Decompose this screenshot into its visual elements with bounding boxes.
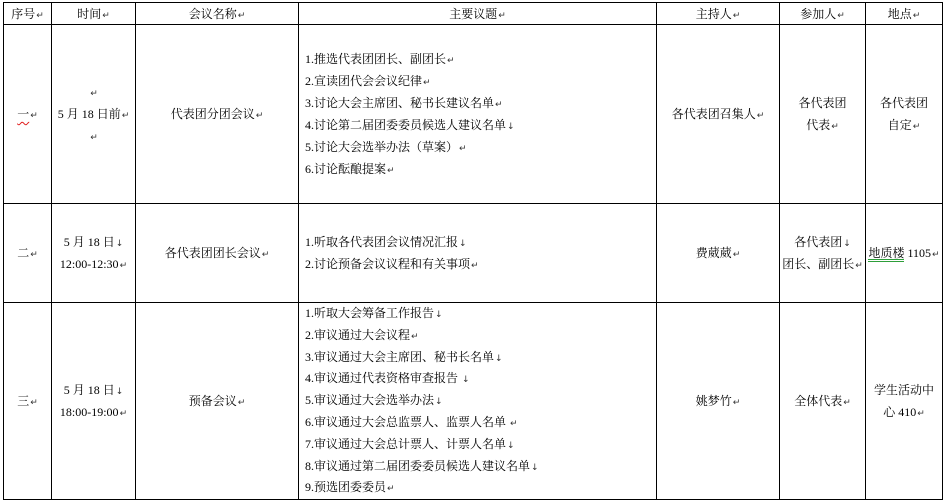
table-header bbox=[4, 3, 943, 25]
seq-label: 二↵ bbox=[17, 246, 38, 260]
paragraph-mark: ↵ bbox=[30, 398, 38, 409]
table-row bbox=[4, 303, 943, 500]
location-text: 地质楼 1105↵ bbox=[868, 242, 939, 264]
cell-attendees bbox=[780, 204, 866, 303]
line-break-mark: ↓ bbox=[435, 310, 443, 320]
table-row bbox=[4, 204, 943, 303]
header-attendees: 参加人↵ bbox=[780, 3, 866, 25]
paragraph-mark: ↵ bbox=[831, 122, 839, 132]
cell-seq bbox=[4, 25, 52, 204]
header-time: 时间↵ bbox=[52, 3, 136, 25]
paragraph-mark: ↵ bbox=[756, 111, 765, 121]
time-line bbox=[54, 125, 133, 147]
cell-host bbox=[657, 204, 780, 303]
header-seq: 序号↵ bbox=[4, 3, 52, 25]
line-break-mark: ↓ bbox=[507, 122, 515, 132]
line-break-mark: ↓ bbox=[507, 440, 515, 451]
paragraph-mark: ↵ bbox=[387, 166, 395, 176]
location-line bbox=[868, 242, 940, 264]
table-row bbox=[4, 25, 943, 204]
cell-host bbox=[657, 25, 780, 204]
paragraph-mark: ↵ bbox=[732, 250, 741, 260]
line-break-mark: ↓ bbox=[459, 239, 467, 249]
cell-location bbox=[866, 204, 943, 303]
paragraph-mark: ↵ bbox=[387, 484, 395, 495]
cell-host bbox=[657, 303, 780, 500]
cell-attendees bbox=[780, 303, 866, 500]
paragraph-mark: ↵ bbox=[121, 111, 130, 121]
seq-label: 三↵ bbox=[17, 394, 38, 409]
cell-seq bbox=[4, 204, 52, 303]
time-line: 18:00-19:00↵ bbox=[59, 405, 128, 420]
time-line: 5 月 18 日↓ bbox=[63, 235, 124, 249]
topic-item: 2.审议通过大会议程↵ bbox=[305, 327, 419, 342]
paragraph-mark: ↵ bbox=[495, 100, 503, 110]
time-line: 5 月 18 日↓ bbox=[63, 383, 124, 398]
cell-meeting-name bbox=[136, 303, 299, 500]
cell-location bbox=[866, 25, 943, 204]
topic-item: 9.预选团委委员↵ bbox=[305, 480, 395, 495]
paragraph-mark: ↵ bbox=[423, 78, 431, 88]
header-location: 地点↵ bbox=[866, 3, 943, 25]
host-name: 姚梦竹↵ bbox=[695, 394, 741, 409]
topic-item: 6.审议通过大会总监票人、监票人名单 ↵ bbox=[305, 414, 518, 429]
line-break-mark: ↓ bbox=[115, 239, 124, 249]
time-line: 5 月 18 日前↵ bbox=[57, 107, 130, 121]
line-break-mark: ↓ bbox=[531, 462, 539, 473]
seq-label: 一↵ bbox=[17, 107, 38, 121]
topic-item: 1.听取各代表团会议情况汇报↓ bbox=[305, 235, 467, 249]
cell-location bbox=[866, 303, 943, 500]
topic-item: 5.讨论大会选举办法（草案）↵ bbox=[305, 140, 467, 154]
table-header-row bbox=[4, 3, 943, 25]
header-host: 主持人↵ bbox=[657, 3, 780, 25]
paragraph-mark: ↵ bbox=[912, 122, 921, 132]
cell-seq bbox=[4, 303, 52, 500]
line-break-mark: ↓ bbox=[435, 397, 443, 408]
paragraph-mark: ↵ bbox=[237, 398, 246, 409]
paragraph-mark: ↵ bbox=[90, 89, 98, 99]
paragraph-mark: ↵ bbox=[912, 10, 921, 21]
topic-item: 1.推选代表团团长、副团长↵ bbox=[305, 52, 455, 66]
meeting-name: 预备会议↵ bbox=[188, 394, 246, 409]
paragraph-mark: ↵ bbox=[732, 10, 741, 21]
time-line bbox=[54, 81, 133, 103]
paragraph-mark: ↵ bbox=[855, 261, 863, 271]
cell-attendees bbox=[780, 25, 866, 204]
location-line: 自定↵ bbox=[887, 118, 921, 132]
cell-topics bbox=[299, 25, 657, 204]
paragraph-mark: ↵ bbox=[261, 250, 270, 260]
paragraph-mark: ↵ bbox=[411, 331, 419, 342]
paragraph-mark: ↵ bbox=[932, 250, 940, 260]
table-body bbox=[4, 25, 943, 500]
paragraph-mark: ↵ bbox=[732, 398, 741, 409]
paragraph-mark: ↵ bbox=[498, 10, 506, 21]
topic-item: 4.讨论第二届团委委员候选人建议名单↓ bbox=[305, 118, 515, 132]
paragraph-mark: ↵ bbox=[119, 261, 128, 271]
cell-topics bbox=[299, 204, 657, 303]
paragraph-mark: ↵ bbox=[459, 144, 467, 154]
line-break-mark: ↓ bbox=[495, 353, 503, 364]
topic-item: 7.审议通过大会总计票人、计票人名单↓ bbox=[305, 436, 515, 451]
line-break-mark: ↓ bbox=[462, 375, 470, 386]
topic-item: 2.宣读团代会会议纪律↵ bbox=[305, 74, 431, 88]
attendees-line: 各代表团↓ bbox=[794, 235, 851, 249]
line-break-mark: ↓ bbox=[843, 239, 851, 249]
cell-time bbox=[52, 204, 136, 303]
topic-item: 2.讨论预备会议议程和有关事项↵ bbox=[305, 257, 479, 271]
paragraph-mark: ↵ bbox=[119, 409, 128, 420]
header-topics: 主要议题↵ bbox=[299, 3, 657, 25]
paragraph-mark: ↵ bbox=[30, 111, 38, 121]
paragraph-mark: ↵ bbox=[102, 10, 110, 21]
header-meeting-name: 会议名称↵ bbox=[136, 3, 299, 25]
paragraph-mark: ↵ bbox=[237, 10, 246, 21]
topic-item: 3.审议通过大会主席团、秘书长名单↓ bbox=[305, 349, 503, 364]
location-line: 学生活动中 bbox=[873, 383, 934, 398]
paragraph-mark: ↵ bbox=[837, 10, 845, 21]
meeting-name: 代表团分团会议↵ bbox=[170, 107, 264, 121]
paragraph-mark: ↵ bbox=[471, 261, 479, 271]
topic-item: 8.审议通过第二届团委委员候选人建议名单↓ bbox=[305, 458, 539, 473]
attendees-line: 代表↵ bbox=[806, 118, 839, 132]
cell-time bbox=[52, 303, 136, 500]
attendees-line: 团长、副团长↵ bbox=[782, 257, 863, 271]
cell-meeting-name bbox=[136, 25, 299, 204]
paragraph-mark: ↵ bbox=[255, 111, 264, 121]
host-name: 费葳葳↵ bbox=[695, 246, 741, 260]
paragraph-mark: ↵ bbox=[917, 409, 925, 420]
cell-topics bbox=[299, 303, 657, 500]
paragraph-mark: ↵ bbox=[447, 56, 455, 66]
attendees-line: 各代表团 bbox=[798, 96, 847, 110]
host-name: 各代表团召集人↵ bbox=[671, 107, 765, 121]
topic-item: 3.讨论大会主席团、秘书长建议名单↵ bbox=[305, 96, 503, 110]
meeting-name: 各代表团团长会议↵ bbox=[164, 246, 270, 260]
paragraph-mark: ↵ bbox=[843, 398, 851, 409]
time-line: 12:00-12:30↵ bbox=[59, 257, 128, 271]
topic-item: 5.审议通过大会选举办法↓ bbox=[305, 393, 443, 408]
cell-time bbox=[52, 25, 136, 204]
topic-item: 4.审议通过代表资格审查报告 ↓ bbox=[305, 371, 470, 386]
topic-item: 1.听取大会筹备工作报告↓ bbox=[305, 306, 443, 320]
topic-item: 6.讨论酝酿提案↵ bbox=[305, 162, 395, 176]
paragraph-mark: ↵ bbox=[30, 250, 38, 260]
cell-meeting-name bbox=[136, 204, 299, 303]
location-line: 心 410↵ bbox=[883, 405, 925, 420]
line-break-mark: ↓ bbox=[115, 387, 124, 398]
location-line: 各代表团 bbox=[879, 96, 928, 110]
attendees-line: 全体代表↵ bbox=[794, 394, 851, 409]
meeting-schedule-table bbox=[3, 2, 943, 500]
paragraph-mark: ↵ bbox=[36, 10, 44, 21]
paragraph-mark: ↵ bbox=[510, 418, 518, 429]
paragraph-mark: ↵ bbox=[90, 133, 98, 143]
